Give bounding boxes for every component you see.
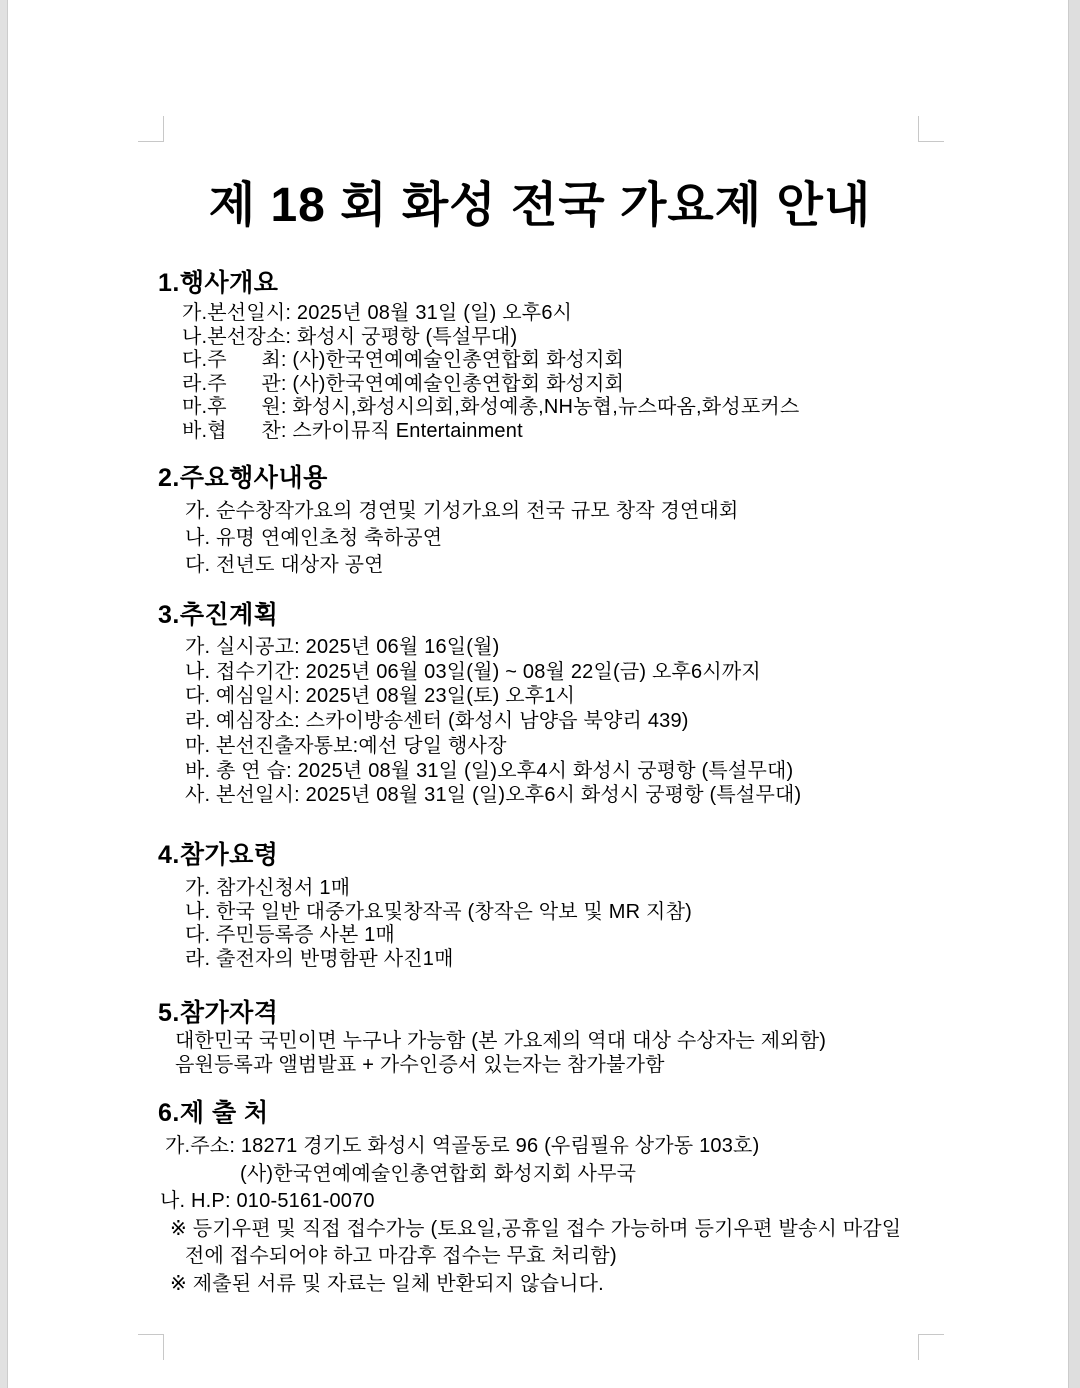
section-heading: 2.주요행사내용 xyxy=(158,464,328,492)
list-item: 라. 출전자의 반명함판 사진1매 xyxy=(185,947,454,970)
list-item: 다. 주민등록증 사본 1매 xyxy=(185,924,396,946)
section-items xyxy=(0,877,1080,971)
list-item: 대한민국 국민이면 누구나 가능함 (본 가요제의 역대 대상 수상자는 제외함) xyxy=(175,1030,827,1052)
list-item: 바. 총 연 습: 2025년 08월 31일 (일)오후4시 화성시 궁평항 (특설무대) xyxy=(185,759,794,782)
list-item: 가.주소: 18271 경기도 화성시 역골동로 96 (우림필유 상가동 103호) xyxy=(165,1135,760,1157)
list-item: 라. 예심장소: 스카이방송센터 (화성시 남양읍 북양리 439) xyxy=(185,710,689,733)
section-eligibility xyxy=(0,998,1080,1077)
list-item: 다. 예심일시: 2025년 08월 23일(토) 오후1시 xyxy=(185,685,576,708)
list-item: 가. 순수창작가요의 경연및 기성가요의 전국 규모 창작 경연대회 xyxy=(185,500,739,522)
list-item: 마. 본선진출자통보:예선 당일 행사장 xyxy=(185,734,507,757)
section-items xyxy=(0,498,1080,579)
list-item: ※ 제출된 서류 및 자료는 일체 반환되지 않습니다. xyxy=(170,1272,604,1295)
list-item: 나.본선장소: 화성시 궁평항 (특설무대) xyxy=(182,325,518,348)
section-items xyxy=(0,1133,1080,1298)
list-item: 전에 접수되어야 하고 마감후 접수는 무효 처리함) xyxy=(185,1245,617,1267)
section-heading: 5.참가자격 xyxy=(158,999,279,1027)
section-heading: 4.참가요령 xyxy=(158,841,279,869)
list-item: 가.본선일시: 2025년 08월 31일 (일) 오후6시 xyxy=(182,302,573,324)
list-item: 라.주 관: (사)한국연예예술인총연합회 화성지회 xyxy=(182,372,625,395)
section-heading: 6.제 출 처 xyxy=(158,1099,269,1127)
list-item: 바.협 찬: 스카이뮤직 Entertainment xyxy=(182,419,523,442)
list-item: 사. 본선일시: 2025년 08월 31일 (일)오후6시 화성시 궁평항 (특설무대) xyxy=(185,784,802,807)
page-margin-mark-bottom-left xyxy=(138,1334,164,1360)
section-items xyxy=(0,635,1080,808)
page-margin-mark-bottom-right xyxy=(918,1334,944,1360)
list-item: 나. 유명 연예인초청 축하공연 xyxy=(185,527,443,549)
list-item: 가. 실시공고: 2025년 06월 16일(월) xyxy=(185,636,500,658)
section-heading: 1.행사개요 xyxy=(158,269,279,297)
section-schedule-plan xyxy=(0,600,1080,808)
section-heading: 3.추진계획 xyxy=(158,601,279,629)
section-items xyxy=(0,302,1080,443)
page-margin-mark-top-left xyxy=(138,116,164,142)
list-item: ※ 등기우편 및 직접 접수가능 (토요일,공휴일 접수 가능하며 등기우편 발송시 마감일 xyxy=(170,1217,902,1240)
list-item: 다. 전년도 대상자 공연 xyxy=(185,554,384,576)
section-entry-requirements xyxy=(0,840,1080,971)
list-item: 나. H.P: 010-5161-0070 xyxy=(160,1190,375,1212)
section-submission xyxy=(0,1098,1080,1298)
section-event-overview xyxy=(0,268,1080,443)
list-item: 마.후 원: 화성시,화성시의회,화성예총,NH농협,뉴스따옴,화성포커스 xyxy=(182,396,800,418)
section-main-program xyxy=(0,463,1080,579)
list-item: 나. 접수기간: 2025년 06월 03일(월) ~ 08월 22일(금) 오후6시까지 xyxy=(185,660,761,683)
document-title: 제 18 회 화성 전국 가요제 안내 xyxy=(208,179,872,233)
list-item: 가. 참가신청서 1매 xyxy=(185,877,351,899)
list-item: 다.주 최: (사)한국연예예술인총연합회 화성지회 xyxy=(182,349,625,371)
page-margin-mark-top-right xyxy=(918,116,944,142)
list-item: 음원등록과 앨범발표 + 가수인증서 있는자는 참가불가함 xyxy=(175,1053,665,1076)
list-item: 나. 한국 일반 대중가요및창작곡 (창작은 악보 및 MR 지참) xyxy=(185,900,692,923)
section-items xyxy=(0,1030,1080,1077)
list-item: (사)한국연예예술인총연합회 화성지회 사무국 xyxy=(240,1162,637,1185)
